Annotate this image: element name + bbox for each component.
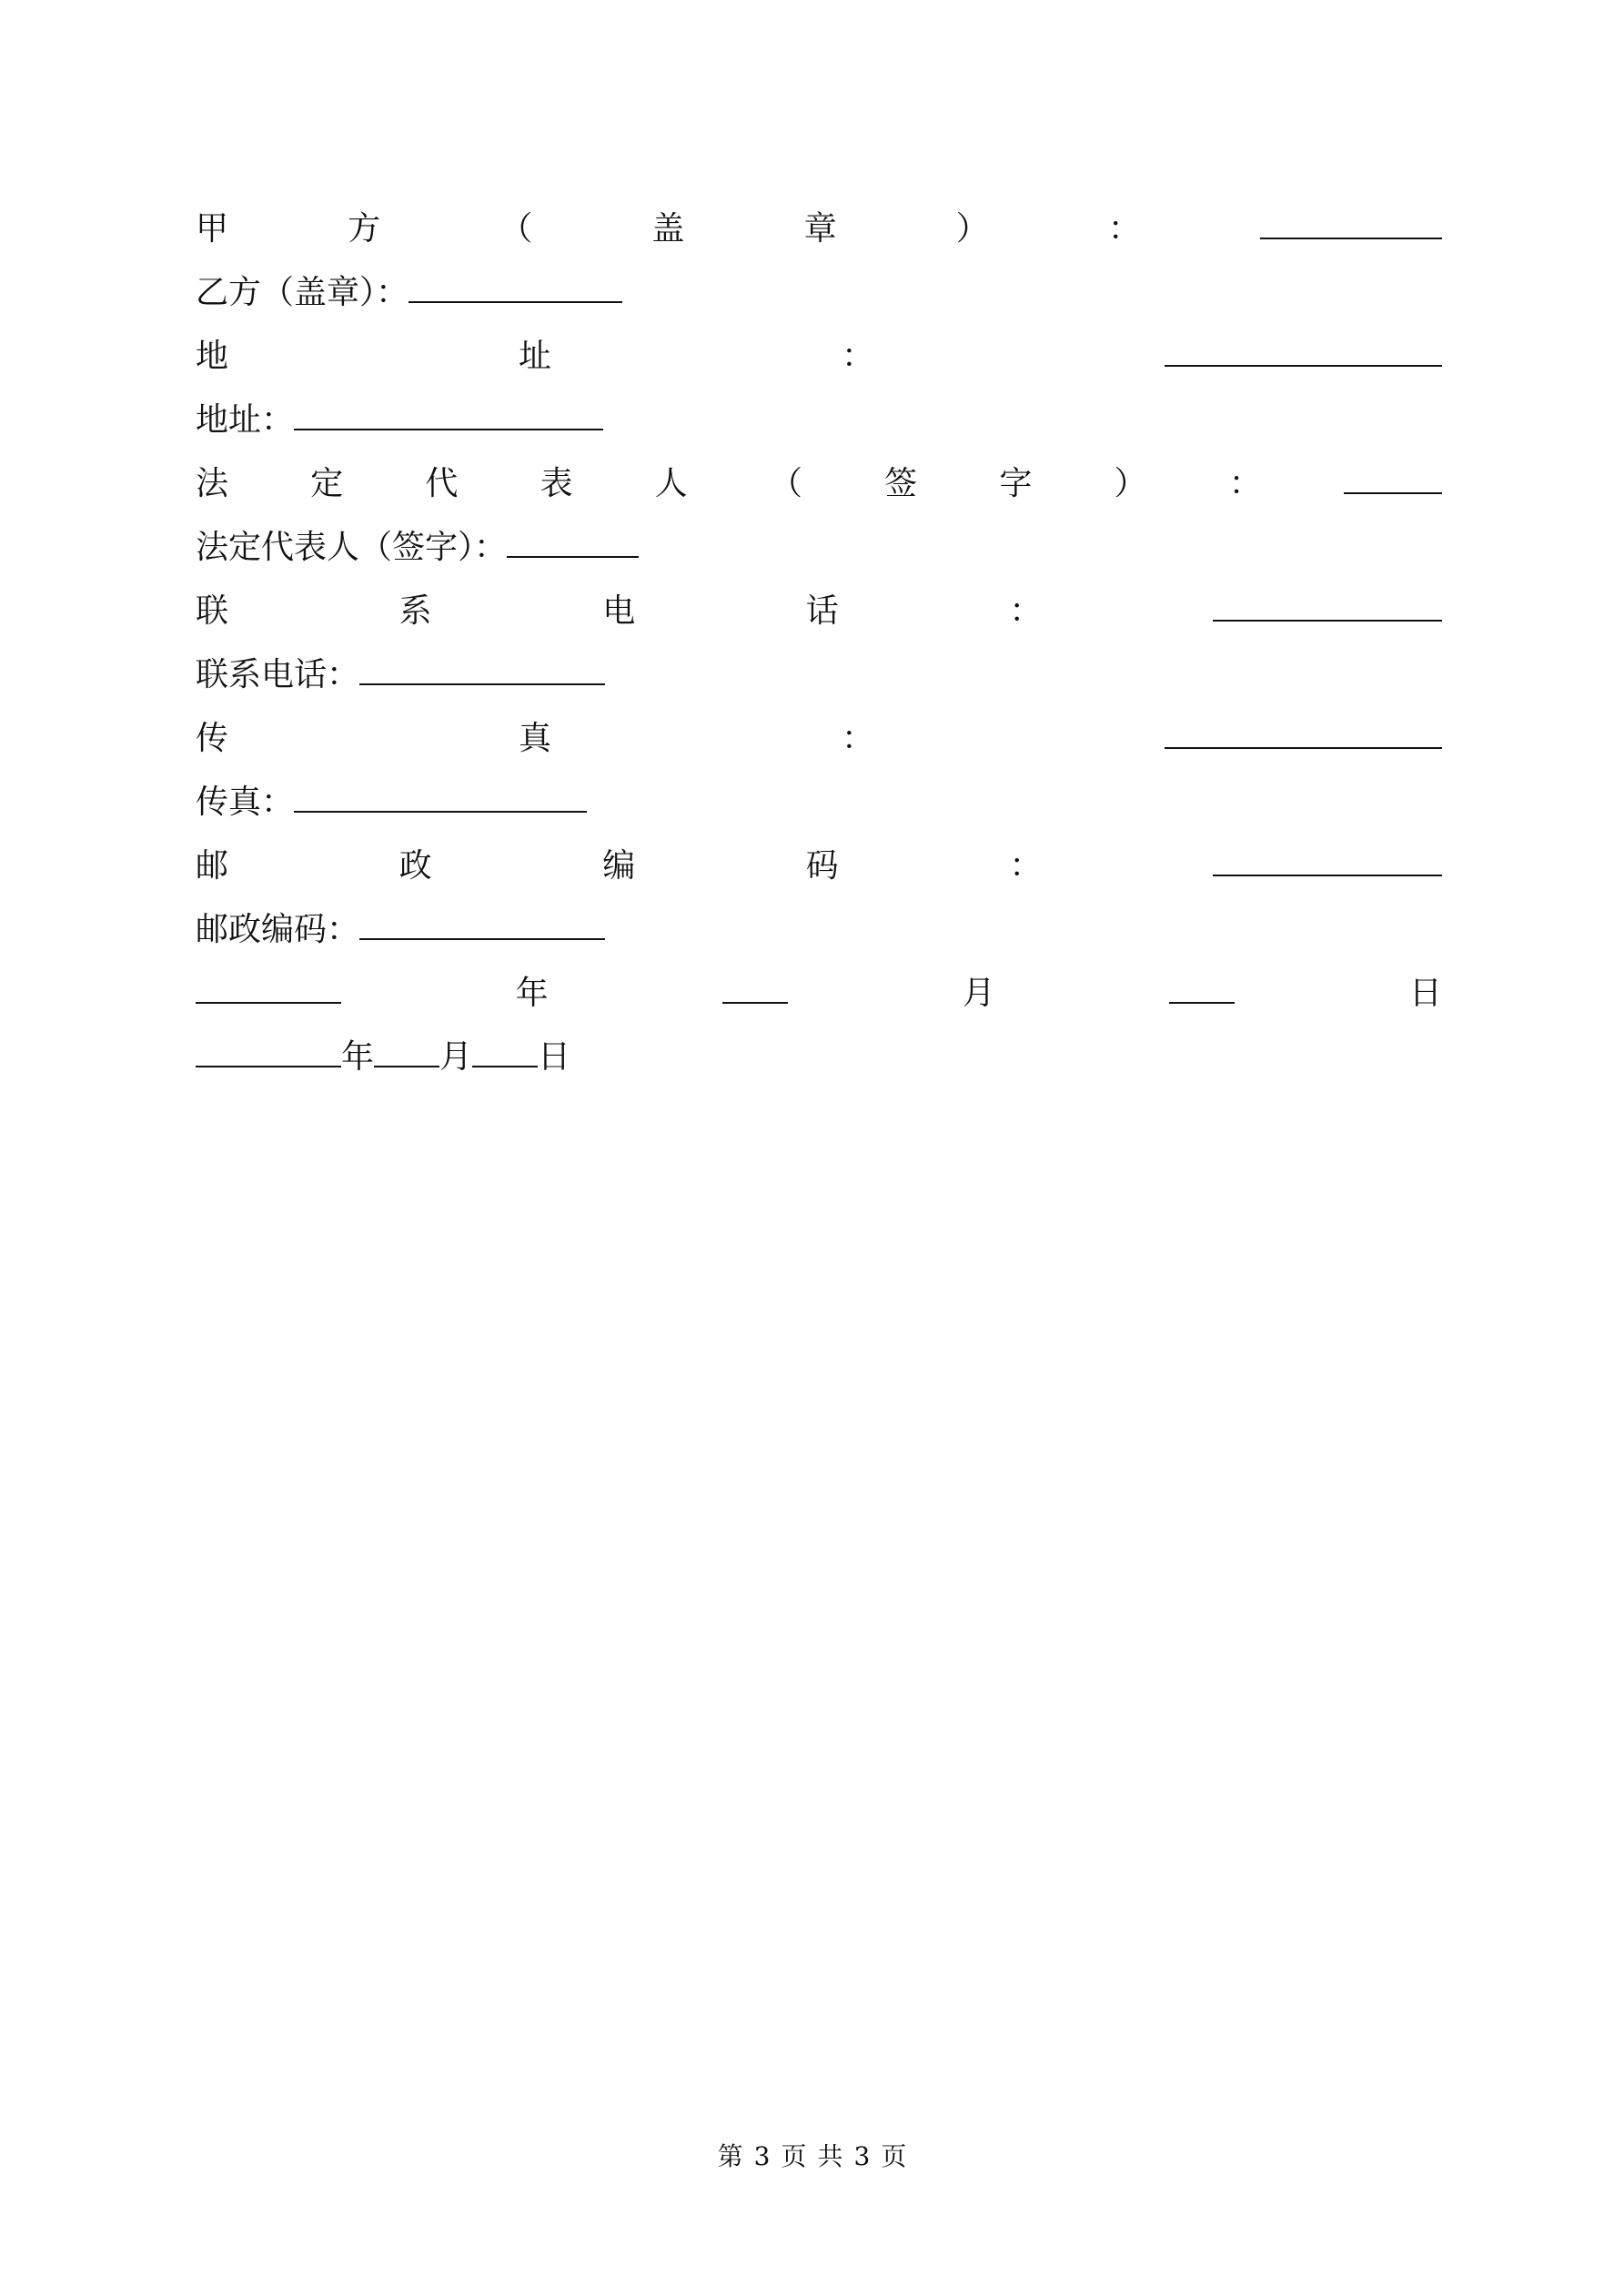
party-a-postcode-row — [196, 833, 1442, 896]
party-b-day-blank — [472, 1024, 538, 1067]
address-a-char: 址 — [519, 338, 552, 375]
party-b-postcode-blank — [359, 896, 605, 940]
legal-rep-a-char: 表 — [540, 465, 573, 502]
legal-rep-a-char: 定 — [310, 465, 344, 502]
party-b-legal-rep-row — [196, 514, 1442, 578]
party-b-legal-rep-blank — [507, 514, 639, 558]
party-b-phone-label: 联系电话： — [196, 656, 360, 693]
party-a-address-row — [196, 323, 1442, 387]
party-a-stamp-blank — [1260, 196, 1442, 239]
party-b-month-blank — [374, 1024, 439, 1067]
party-b-postcode-label: 邮政编码： — [196, 911, 360, 948]
party-a-char: ） — [955, 210, 989, 248]
fax-a-char: 真 — [519, 720, 552, 757]
party-a-day-blank — [1169, 960, 1235, 1004]
party-b-day-label: 日 — [538, 1038, 571, 1076]
party-a-char: （ — [499, 210, 533, 248]
party-b-fax-row — [196, 769, 1442, 833]
party-b-fax-blank — [294, 769, 587, 813]
party-a-stamp-row — [196, 196, 1442, 259]
party-b-address-label: 地址： — [196, 401, 295, 439]
party-b-stamp-label: 乙方（盖章）： — [196, 274, 409, 311]
legal-rep-a-char: 法 — [196, 465, 229, 502]
legal-rep-a-char: ） — [1114, 465, 1147, 502]
legal-rep-a-char: （ — [769, 465, 802, 502]
party-a-char: ： — [1107, 210, 1141, 248]
postcode-a-char: 政 — [398, 847, 432, 885]
party-a-legal-rep-blank — [1344, 450, 1442, 494]
fax-a-char: 传 — [196, 720, 229, 757]
legal-rep-a-char: 人 — [654, 465, 688, 502]
party-a-month-blank — [722, 960, 788, 1004]
footer-prefix: 第 — [717, 2141, 743, 2171]
party-a-day-label: 日 — [1408, 975, 1442, 1012]
party-a-char: 章 — [803, 210, 837, 248]
legal-rep-a-char: 字 — [999, 465, 1033, 502]
party-b-year-blank — [196, 1024, 341, 1067]
party-a-postcode-blank — [1213, 833, 1442, 876]
party-b-phone-blank — [359, 642, 605, 685]
party-b-stamp-row — [196, 259, 1442, 323]
party-a-address-blank — [1165, 323, 1442, 367]
party-b-address-row — [196, 387, 1442, 450]
party-b-phone-row — [196, 642, 1442, 705]
postcode-a-char: ： — [1009, 847, 1043, 885]
party-b-address-blank — [294, 387, 603, 430]
page-footer — [0, 2134, 1624, 2180]
party-a-fax-blank — [1165, 705, 1442, 749]
party-a-year-label: 年 — [515, 975, 549, 1012]
party-a-month-label: 月 — [962, 975, 995, 1012]
footer-total-pages: 3 — [853, 2141, 871, 2171]
party-b-date-row — [196, 1024, 1442, 1087]
party-a-char: 盖 — [651, 210, 685, 248]
party-a-legal-rep-row — [196, 450, 1442, 514]
address-a-char: ： — [842, 338, 875, 375]
party-b-fax-label: 传真： — [196, 784, 295, 821]
postcode-a-char: 邮 — [196, 847, 229, 885]
phone-a-char: 电 — [602, 592, 636, 630]
footer-suffix: 页 — [881, 2141, 907, 2171]
postcode-a-char: 码 — [805, 847, 839, 885]
party-a-date-row — [196, 960, 1442, 1024]
footer-page-word: 页 — [781, 2141, 807, 2171]
phone-a-char: 话 — [805, 592, 839, 630]
footer-total-word: 共 — [817, 2141, 843, 2171]
phone-a-char: ： — [1009, 592, 1043, 630]
party-b-year-label: 年 — [341, 1038, 375, 1076]
party-a-char: 甲 — [196, 210, 229, 248]
party-a-char: 方 — [348, 210, 381, 248]
party-b-month-label: 月 — [439, 1038, 473, 1076]
party-b-stamp-blank — [409, 259, 622, 303]
footer-current-page: 3 — [753, 2141, 771, 2171]
party-b-legal-rep-label: 法定代表人（签字）： — [196, 529, 508, 566]
address-a-char: 地 — [196, 338, 229, 375]
legal-rep-a-char: 签 — [884, 465, 918, 502]
party-b-postcode-row — [196, 896, 1442, 960]
party-a-fax-row — [196, 705, 1442, 769]
fax-a-char: ： — [842, 720, 875, 757]
party-a-phone-row — [196, 578, 1442, 642]
phone-a-char: 系 — [398, 592, 432, 630]
party-a-phone-blank — [1213, 578, 1442, 622]
legal-rep-a-char: ： — [1228, 465, 1262, 502]
phone-a-char: 联 — [196, 592, 229, 630]
legal-rep-a-char: 代 — [425, 465, 459, 502]
postcode-a-char: 编 — [602, 847, 636, 885]
party-a-year-blank — [196, 960, 341, 1004]
